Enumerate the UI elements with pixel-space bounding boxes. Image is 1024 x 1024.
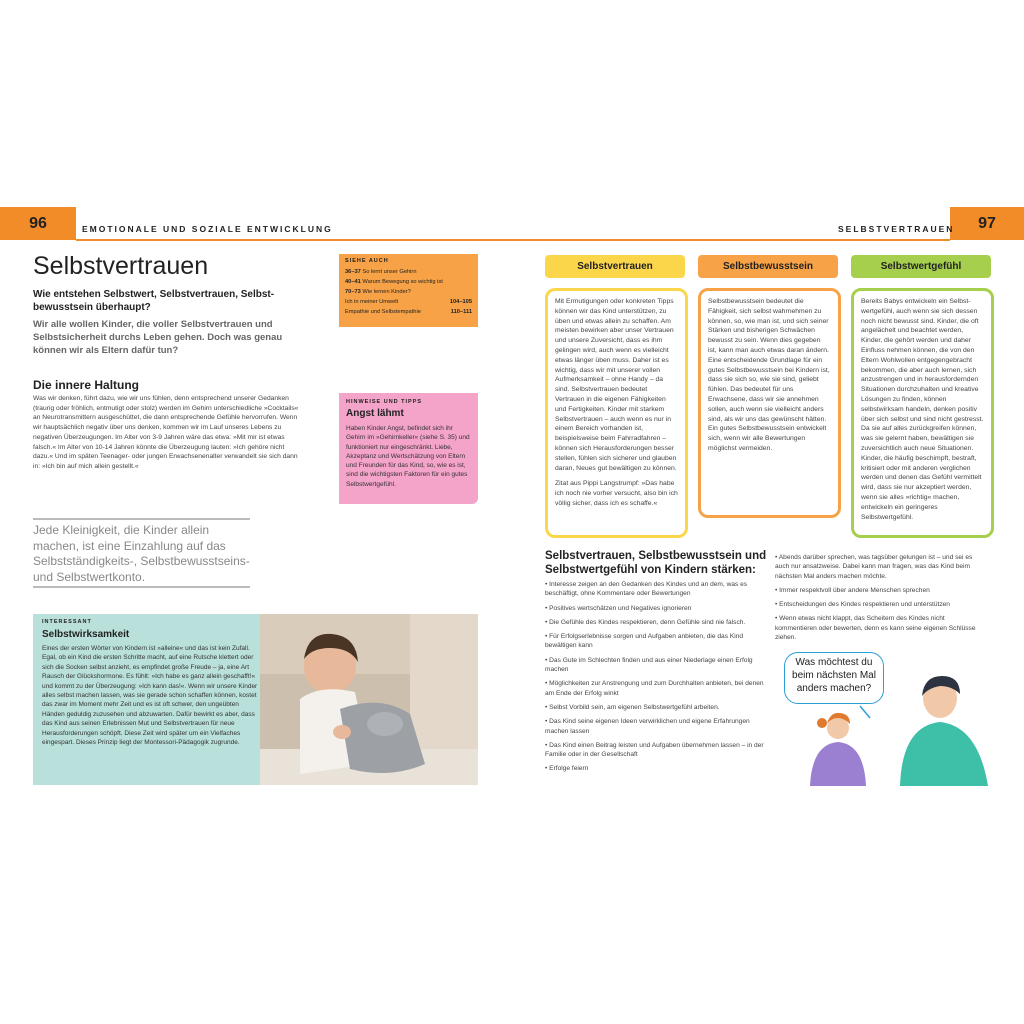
list-item: • Die Gefühle des Kindes respektieren, denn Gefühle sind nie falsch. bbox=[545, 618, 746, 626]
column-selbstvertrauen bbox=[545, 288, 688, 538]
section-body: Was wir denken, führt dazu, wie wir uns fühlen, denn entsprechend unserer Gedanken (traurig oder fröhlich, entmutigt oder stolz) werden im Gehirn unterschiedliche »Cocktails« an Neurotransmittern ausgeschüttet, die dann entsprechende Gefühle hervorrufen. Wenn wir hauptsächlich negativ über uns denken, kommen wir im Lauf unseres Lebens zu negativen Überzeugungen. Im Alter von 3-9 Jahren wäre das etwa: »Mit mir ist etwas falsch.« Im Alter von 10-14 Jahren könnte die Überzeugung lauten: »Ich gehöre nicht dazu.« Und im späten Teenager- oder jungen Erwachsenenalter verwandelt sie sich dann in: »Ich bin auf mich allein gestellt.« bbox=[33, 395, 299, 470]
list-item: • Interesse zeigen an den Gedanken des Kindes und an dem, was es beschäftigt, ohne Kommentare oder Bewertungen bbox=[545, 581, 748, 598]
see-also-pages: 36–37 bbox=[345, 269, 361, 275]
see-also-text: Wie lernen Kinder? bbox=[362, 289, 411, 295]
list-item: • Immer respektvoll über andere Menschen sprechen bbox=[775, 586, 930, 594]
column-paragraph: Mit Ermutigungen oder konkreten Tipps können wir das Kind unterstützen, zu üben und etwas allein zu schaffen. Am meisten bewirken aber unser Vertrauen und unsere Zuversicht, dass es ihm gelingen wird, auch wenn es vielleicht etwas länger üben muss. Daher ist es wichtig, dass wir mit unserer vollen Aufmerksamkeit – ohne Handy – da sind. Selbstvertrauen bedeutet Vertrauen in die eigenen Fähigkeiten und Fertigkeiten. Kinder mit starkem Selbstvertrauen – auch wenn es nur in einem Bereich vorhanden ist, beispielsweise beim Fahrradfahren – können sich Herausforderungen besser stellen, fühlen sich sicherer und glauben daran, Neues gut bewältigen zu können. bbox=[555, 298, 677, 472]
see-also-pages: 70–73 bbox=[345, 289, 361, 295]
see-also-item[interactable] bbox=[345, 267, 472, 277]
page-title: Selbstvertrauen bbox=[33, 252, 209, 280]
list-item: • Das Kind einen Beitrag leisten und Aufgaben übernehmen lassen – in der Familie oder in der Gesellschaft bbox=[545, 741, 764, 759]
see-also-right: 110–111 bbox=[450, 309, 472, 315]
column-title-selbstvertrauen: Selbstvertrauen bbox=[545, 255, 685, 278]
see-also-text: Empathie und Selbstempathie bbox=[345, 309, 421, 315]
header-rule-left bbox=[76, 239, 516, 241]
intro-text: Wir alle wollen Kinder, die voller Selbstvertrauen und Selbstsicherheit durchs Leben gehen. Doch was genau können wir als Eltern dafür tun? bbox=[33, 319, 283, 356]
list-item: • Abends darüber sprechen, was tagsüber gelungen ist – und sei es auch nur ansatzweise. Dabei kann man fragen, was das Kind beim nächsten Mal anders machen möchte. bbox=[775, 554, 973, 580]
info-title: Selbstwirksamkeit bbox=[42, 629, 130, 640]
speech-bubble: Was möchtest du beim nächsten Mal anders machen? bbox=[784, 652, 884, 704]
section-heading: Die innere Haltung bbox=[33, 378, 140, 392]
section-title: SELBSTVERTRAUEN bbox=[838, 224, 955, 234]
list-item: • Für Erfolgserlebnisse sorgen und Aufgaben anbieten, die das Kind bewältigen kann bbox=[545, 633, 744, 650]
column-paragraph: Bereits Babys entwickeln ein Selbstwertgefühl, auch wenn sie sich dessen noch nicht bewusst sind. Kinder, die oft angelächelt und beachtet werden, Kinder, die gehört werden und daher Einfluss nehmen können, die von den Eltern Wohlwollen entgegengebracht bekommen, die aber auch lernen, sich anzustrengen und in herausfordernden Situationen durchzuhalten und kreative Lösungen zu finden, können selbstwirksam handeln, denken positiv über sich selbst und sind nicht gestresst. Da sie auf alles zurückgreifen können, was sie gelernt haben, bewältigen sie zuversichtlich auch neue Situationen. Kinder, die häufig beschimpft, bestraft, kritisiert oder mit anderen verglichen werden und denen das Gefühl vermittelt wird, dass sie nur akzeptiert werden, wenn sie alles »richtig« machen, entwickeln ein geringeres Selbstwertgefühl. bbox=[861, 298, 984, 521]
parent-child-illustration bbox=[800, 666, 990, 786]
quote-rule-top bbox=[33, 518, 250, 520]
column-paragraph: Zitat aus Pippi Langstrumpf: »Das habe ich noch nie vorher versucht, also bin ich völlig sicher, dass ich es schaffe.« bbox=[555, 480, 678, 507]
child-photo bbox=[260, 614, 478, 785]
see-also-pages: 40–41 bbox=[345, 279, 361, 285]
column-selbstwertgefuehl bbox=[851, 288, 994, 538]
bullet-list-right bbox=[775, 553, 985, 647]
subquestion: Wie entstehen Selbstwert, Selbstvertrauen, Selbstbewusstsein überhaupt? bbox=[33, 289, 275, 313]
see-also-right: 104–105 bbox=[449, 299, 472, 305]
see-also-box bbox=[339, 254, 478, 327]
bullet-list-left bbox=[545, 580, 770, 779]
see-also-item[interactable] bbox=[345, 277, 472, 287]
column-paragraph: Selbstbewusstsein bedeutet die Fähigkeit, sich selbst wahrnehmen zu können, so, wie man ist, und sich seiner Stärken und bisherigen Schwächen bewusst zu sein. Wenn dies gegeben ist, kann man auch etwas daran ändern. Eine entscheidende Grundlage für ein gutes Selbstbewusstsein bei Kindern ist, dass sie sich so, wie sie sind, geliebt fühlen. Das bedeutet für uns Erwachsene, dass wir sie annehmen sollen, auch wenn sie vielleicht anders sind, als wir uns das gewünscht hätten. Ein gutes Selbstbewusstsein entwickelt sich, wenn wir alle Bewertungen möglichst vermeiden. bbox=[708, 298, 830, 452]
page-number-left: 96 bbox=[0, 207, 76, 240]
column-title-selbstbewusstsein: Selbstbewusstsein bbox=[698, 255, 838, 278]
page-number-right: 97 bbox=[950, 207, 1024, 240]
see-also-text: So lernt unser Gehirn bbox=[362, 269, 417, 275]
list-item: • Entscheidungen des Kindes respektieren und unterstützen bbox=[775, 601, 950, 609]
header-rule-right bbox=[516, 239, 950, 241]
list-item: • Erfolge feiern bbox=[545, 765, 589, 773]
list-item: • Möglichkeiten zur Anstrengung und zum Durchhalten anbieten, bei denen am Ende der Erfolg winkt bbox=[545, 680, 764, 697]
pull-quote: Jede Kleinigkeit, die Kinder allein machen, ist eine Einzahlung auf das Selbstständigkeits-, Selbstbewusstseins- und Selbstwertkonto. bbox=[33, 523, 250, 584]
tips-title: Angst lähmt bbox=[346, 408, 404, 419]
list-item: • Das Gute im Schlechten finden und aus einer Niederlage einen Erfolg machen bbox=[545, 656, 753, 674]
quote-rule-bottom bbox=[33, 586, 250, 588]
list-item: • Positives wertschätzen und Negatives ignorieren bbox=[545, 604, 692, 612]
chapter-title: EMOTIONALE UND SOZIALE ENTWICKLUNG bbox=[82, 224, 333, 234]
list-item: • Das Kind seine eigenen Ideen verwirklichen und eigene Erfahrungen machen lassen bbox=[545, 718, 750, 735]
see-also-heading: SIEHE AUCH bbox=[345, 258, 389, 264]
see-also-item[interactable] bbox=[345, 287, 472, 297]
column-title-selbstwertgefuehl: Selbstwertgefühl bbox=[851, 255, 991, 278]
see-also-item[interactable] bbox=[345, 297, 472, 307]
list-item: • Selbst Vorbild sein, am eigenen Selbstwertgefühl arbeiten. bbox=[545, 703, 720, 711]
tips-body: Haben Kinder Angst, befindet sich ihr Gehirn im »Gehirnkeller« (siehe S. 35) und funktioniert nur eingeschränkt. Liebe, Akzeptanz und Wertschätzung von Eltern und Freunden für das Kind, so, wie es ist, sind die wichtigsten Faktoren für ein gutes Selbstwertgefühl. bbox=[346, 425, 470, 488]
list-item: • Wenn etwas nicht klappt, das Scheitern des Kindes nicht kommentieren oder bewerten, denn es kann seine eigenen Schlüsse ziehen. bbox=[775, 615, 976, 642]
see-also-text: Ich in meiner Umwelt bbox=[345, 299, 399, 305]
column-selbstbewusstsein bbox=[698, 288, 841, 518]
tips-label: HINWEISE UND TIPPS bbox=[346, 399, 423, 405]
info-label: INTERESSANT bbox=[42, 619, 92, 625]
strengthen-heading: Selbstvertrauen, Selbstbewusstsein und Selbstwertgefühl von Kindern stärken: bbox=[545, 550, 767, 576]
see-also-item[interactable] bbox=[345, 307, 472, 317]
tips-box bbox=[339, 393, 478, 504]
see-also-text: Warum Bewegung so wichtig ist bbox=[362, 279, 443, 285]
info-body: Eines der ersten Wörter von Kindern ist »alleine« und das ist kein Zufall. Egal, ob ein Kind die ersten Schritte macht, auf eine Rutsche klettert oder sich die Socken selbst anzieht, es empfindet große Freude – ja, eine Art Rausch der Glückshormone. Es fühlt: »Ich habe es ganz allein geschafft!« und kommt zu der Überzeugung: »Ich kann das!«. Wenn wir unsere Kinder alles selbst machen lassen, was sie gerade schon schaffen können, kostet das zwar im Moment mehr Zeit und es ist oft schwer, den ungeübten Händen geduldig zuzusehen und abzuwarten. Dafür bewirkt es aber, dass das Kind aus seinen Erlebnissen Mut und Selbstvertrauen für neue Herausforderungen schöpft. Diese Zeit wird später um ein Vielfaches eingespart. Dieses Prinzip liegt der Montessori-Pädagogik zugrunde. bbox=[42, 645, 258, 747]
